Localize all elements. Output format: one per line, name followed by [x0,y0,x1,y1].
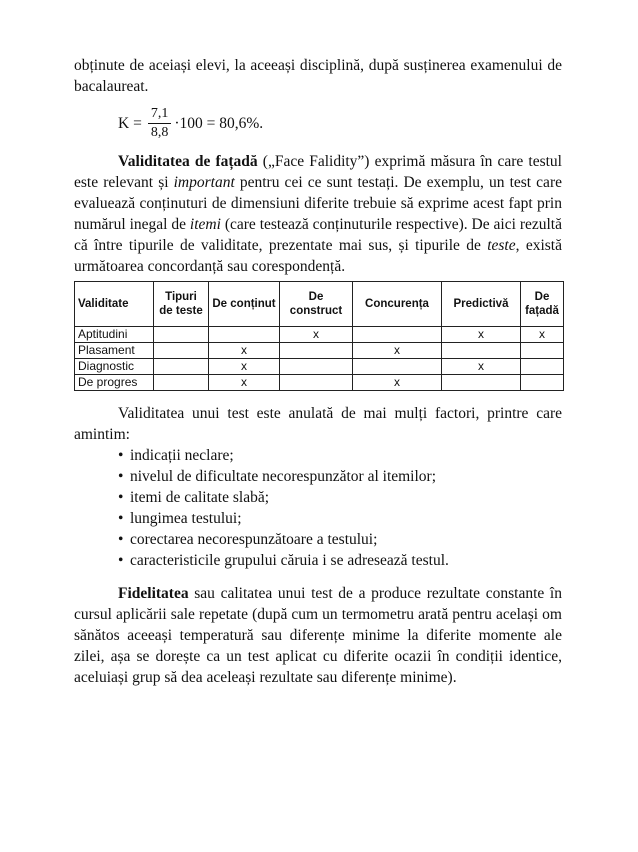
table-cell [154,327,209,343]
bullet-icon: • [118,510,124,527]
table-cell: x [209,375,280,391]
header-validitate: Validitate [75,282,154,327]
header-concurenta: Concurența [353,282,442,327]
header-continut: De conținut [209,282,280,327]
face-validity-term: Validitatea de fațadă [118,153,258,170]
table-cell: x [209,343,280,359]
list-item [118,508,562,529]
list-item-text: itemi de calitate slabă; [130,489,270,506]
table-cell [154,359,209,375]
formula-denominator: 8,8 [150,124,169,140]
table-cell: Aptitudini [75,327,154,343]
header-tipuri-teste: Tipuri de teste [154,282,209,327]
bullet-icon: • [118,531,124,548]
text-segment: pentru cei ce sunt testați. De exemplu, un test care evaluează conținuturi de dimensiuni diferite trebuie să exprime acest fapt prin numărul inegal de [74,174,562,233]
bullet-icon: • [118,447,124,464]
list-item-text: indicații neclare; [130,447,234,464]
formula-numerator: 7,1 [148,105,172,124]
list-item-text: corectarea necorespunzătoare a testului; [130,531,378,548]
formula-fraction [148,105,172,142]
list-item [118,529,562,550]
table-cell [280,375,353,391]
validity-table [74,281,564,391]
table-cell: x [353,343,442,359]
table-cell [353,359,442,375]
formula-k [118,101,562,145]
page-content [74,55,562,688]
text-segment: („Face Falidity”) exprimă măsura în care testul este relevant și [74,153,562,191]
reliability-term: Fidelitatea [118,585,189,602]
bullet-icon: • [118,468,124,485]
table-cell [280,343,353,359]
bullet-icon: • [118,552,124,569]
list-item [118,466,562,487]
bullet-icon: • [118,489,124,506]
text-segment: (care testează conținuturile respective). De aici rezultă că între tipurile de validitate, prezentate mai sus, și tipurile de [74,216,562,254]
table-cell [209,327,280,343]
table-row [75,359,564,375]
emphasis-teste: teste [487,237,516,254]
paragraph-reliability [74,583,562,688]
table-cell: x [209,359,280,375]
table-cell: x [442,327,521,343]
list-item [118,550,562,571]
table-cell [154,375,209,391]
header-fatada: De fațadă [521,282,564,327]
table-cell [353,327,442,343]
table-cell: Diagnostic [75,359,154,375]
list-item-text: caracteristicile grupului căruia i se adresează testul. [130,552,449,569]
table-cell [442,375,521,391]
header-predictiva: Predictivă [442,282,521,327]
table-cell [280,359,353,375]
table-cell: x [280,327,353,343]
table-cell: x [521,327,564,343]
table-cell [442,343,521,359]
list-item-text: nivelul de dificultate necorespunzător al itemilor; [130,468,437,485]
list-item-text: lungimea testului; [130,510,242,527]
table-cell: Plasament [75,343,154,359]
text-segment: , există următoarea concordanță sau corespondență. [74,237,562,275]
paragraph-intro: obținute de aceiași elevi, la aceeași disciplină, după susținerea examenului de bacalaureat. [74,57,562,95]
formula-rhs: ·100 = 80,6%. [174,114,264,132]
table-row [75,375,564,391]
factor-list [74,445,562,571]
formula-lhs: K = [118,114,142,132]
emphasis-important: important [173,174,235,191]
table-cell: De progres [75,375,154,391]
table-cell [521,375,564,391]
list-item [118,445,562,466]
list-item [118,487,562,508]
text-segment: sau calitatea unui test de a produce rezultate constante în cursul aplicării sale repetate (după cum un termometru arată pentru același om sănătos aceeași temperatură sau diferențe minime la diferite momente ale zilei, așa se dorește ca un test aplicat cu diferite ocazii în condiții identice, aceluiași grup să dea aceleași rezultate sau diferențe minime). [74,585,562,686]
table-cell: x [353,375,442,391]
table-row [75,327,564,343]
table-cell: x [442,359,521,375]
table-cell [521,343,564,359]
header-construct: De construct [280,282,353,327]
table-cell [154,343,209,359]
paragraph-validity-factors: Validitatea unui test este anulată de mai mulți factori, printre care amintim: [74,405,562,443]
table-cell [521,359,564,375]
paragraph-face-validity [74,151,562,277]
emphasis-itemi: itemi [189,216,221,233]
table-header-row [75,282,564,327]
table-row [75,343,564,359]
